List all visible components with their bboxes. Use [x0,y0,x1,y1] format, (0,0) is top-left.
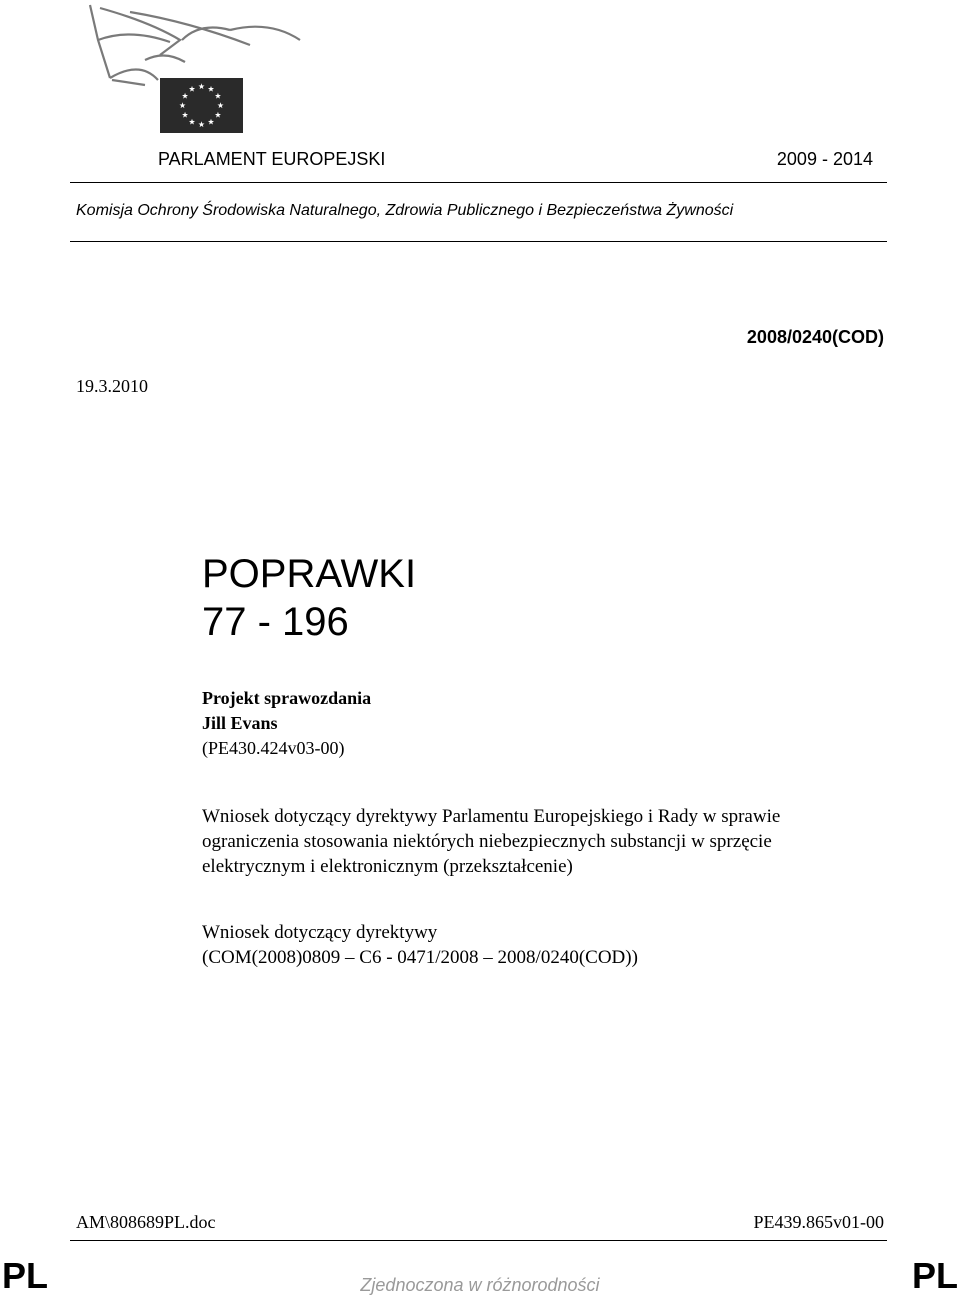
committee-divider [70,241,887,242]
procedure-number: 2008/0240(COD) [746,327,884,347]
footer-divider [70,1240,887,1241]
document-title: POPRAWKI [202,552,417,596]
european-parliament-logo [70,0,360,140]
draft-reference: (PE430.424v03-00) [202,738,345,758]
institution-name: PARLAMENT EUROPEJSKI [158,149,386,169]
document-date: 19.3.2010 [76,376,148,396]
pe-number: PE439.865v01-00 [753,1212,884,1232]
draft-report-label: Projekt sprawozdania [202,688,372,708]
committee-name: Komisja Ochrony Środowiska Naturalnego, Zdrowia Publicznego i Bezpieczeństwa Żywności [76,202,734,219]
parliament-emblem-icon [70,0,360,140]
proposal-reference-label: Wniosek dotyczący dyrektywy [202,922,438,943]
proposal-line: ograniczenia stosowania niektórych niebezpiecznych substancji w sprzęcie [202,831,772,852]
proposal-line: elektrycznym i elektronicznym (przekształcenie) [202,856,573,877]
document-code: AM\808689PL.doc [76,1212,216,1232]
eu-motto: Zjednoczona w różnorodności [360,1275,600,1295]
proposal-reference-codes: (COM(2008)0809 – C6 - 0471/2008 – 2008/0240(COD)) [202,947,638,968]
rapporteur-name: Jill Evans [202,713,278,733]
header-divider [70,182,887,183]
proposal-line: Wniosek dotyczący dyrektywy Parlamentu Europejskiego i Rady w sprawie [202,806,781,827]
parliamentary-term: 2009 - 2014 [776,149,873,169]
amendment-range: 77 - 196 [202,600,349,644]
language-code-right: PL [911,1255,958,1296]
language-code-left: PL [2,1255,49,1296]
